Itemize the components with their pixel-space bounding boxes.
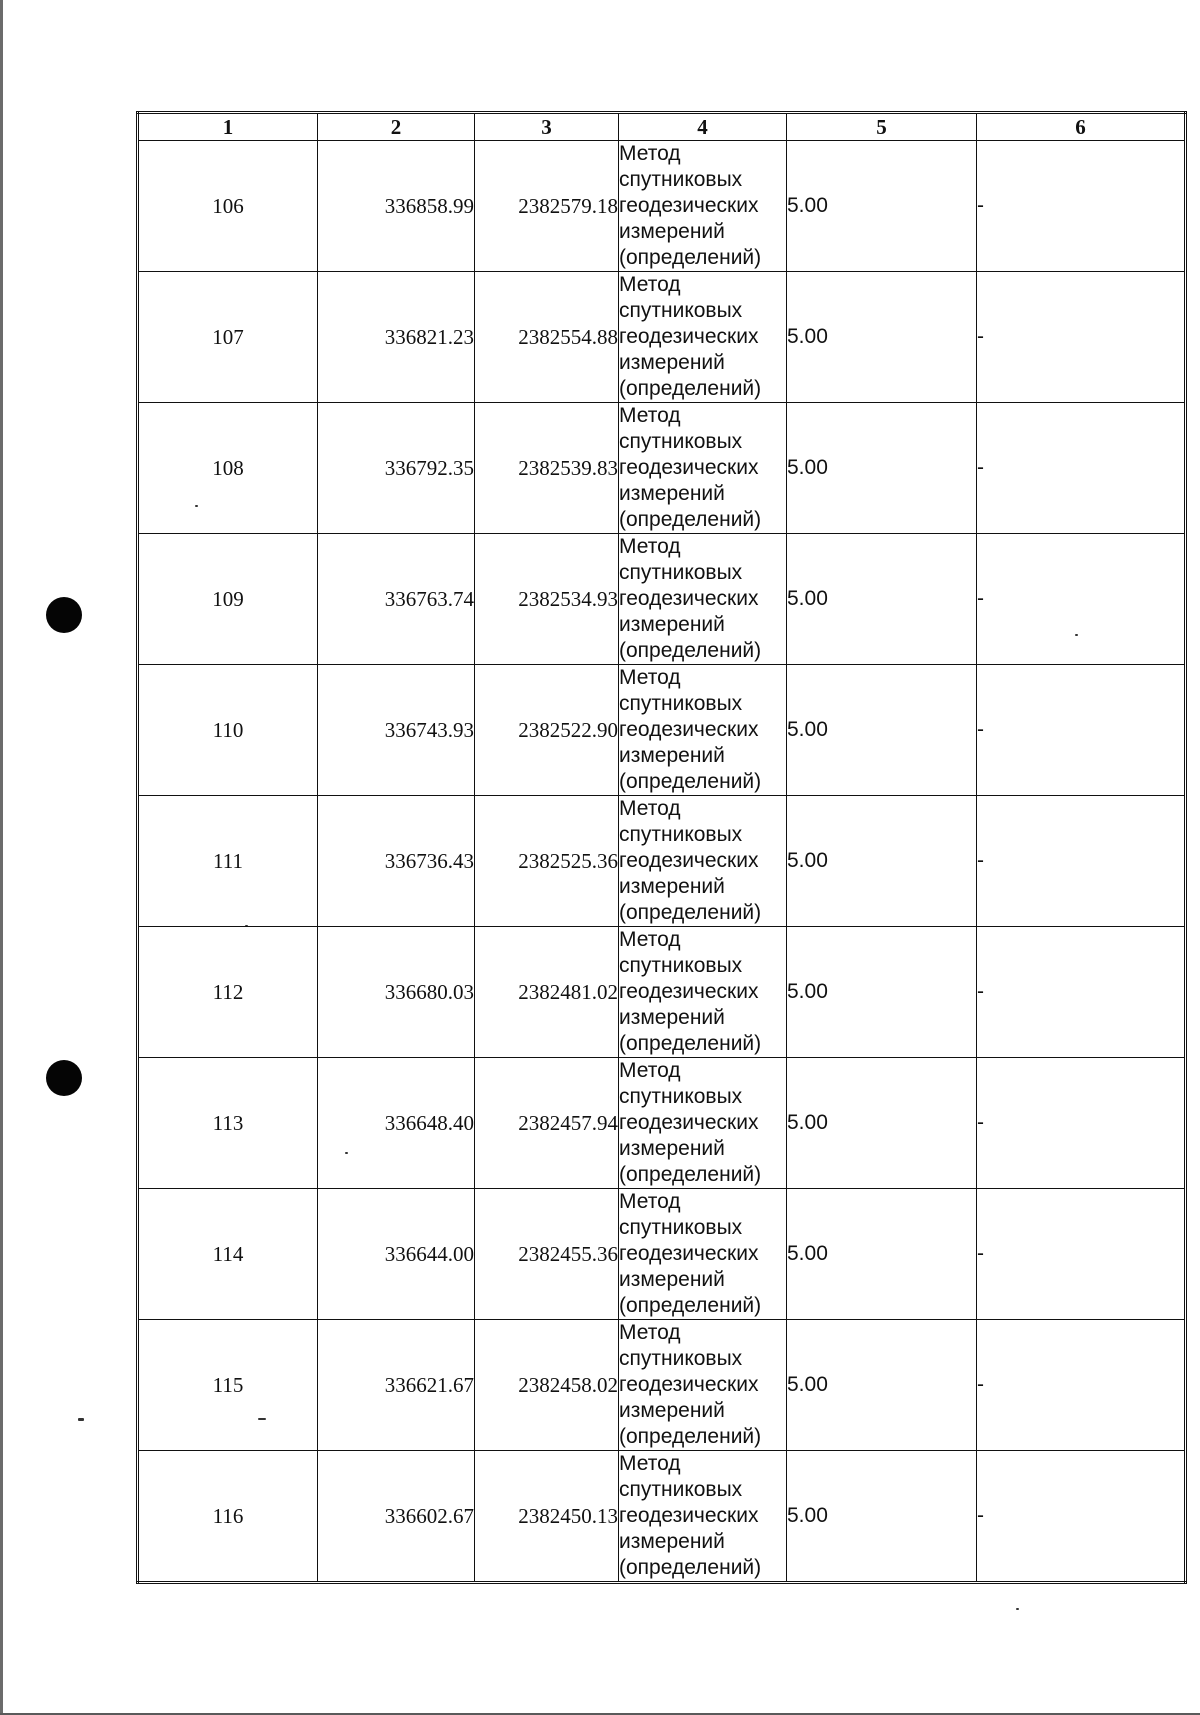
method-text-line: геодезических [619,194,759,217]
accuracy-cell: 5.00 [787,1058,977,1189]
x-coordinate-cell: 336821.23 [318,272,475,403]
punch-hole-lower [46,1060,82,1096]
method-cell [619,403,787,534]
method-cell [619,665,787,796]
method-text-line: измерений [619,1399,725,1422]
x-coordinate-cell: 336621.67 [318,1320,475,1451]
method-text-line: геодезических [619,1242,759,1265]
method-text-line: геодезических [619,1373,759,1396]
column-header-4: 4 [619,113,787,141]
table-row [138,141,1186,272]
method-text-line: Метод [619,1059,681,1082]
method-text-line: измерений [619,1006,725,1029]
method-text-line: спутниковых [619,1085,743,1108]
method-text-line: измерений [619,613,725,636]
column-header-2: 2 [318,113,475,141]
method-text-line: геодезических [619,456,759,479]
method-cell [619,1189,787,1320]
method-text-line: (определений) [619,1032,762,1055]
point-number-cell: 108 [138,403,318,534]
y-coordinate-cell: 2382525.36 [475,796,619,927]
method-text-line: (определений) [619,508,762,531]
point-number-cell: 110 [138,665,318,796]
table-row [138,403,1186,534]
method-text-line: измерений [619,1137,725,1160]
method-text-line: измерений [619,875,725,898]
note-cell: - [977,927,1186,1058]
method-text-line: спутниковых [619,692,743,715]
method-text-line: (определений) [619,1163,762,1186]
y-coordinate-cell: 2382534.93 [475,534,619,665]
note-cell: - [977,534,1186,665]
method-cell [619,796,787,927]
method-text-line: (определений) [619,246,762,269]
method-text-line: Метод [619,142,681,165]
x-coordinate-cell: 336743.93 [318,665,475,796]
method-text-line: Метод [619,1190,681,1213]
point-number-cell: 115 [138,1320,318,1451]
method-text-line: измерений [619,351,725,374]
table-row [138,796,1186,927]
method-text-line: Метод [619,1321,681,1344]
accuracy-cell: 5.00 [787,796,977,927]
y-coordinate-cell: 2382458.02 [475,1320,619,1451]
method-text-line: спутниковых [619,1478,743,1501]
method-text-line: измерений [619,482,725,505]
table-body [138,141,1186,1583]
note-cell: - [977,141,1186,272]
point-number-cell: 109 [138,534,318,665]
method-text-line: спутниковых [619,954,743,977]
x-coordinate-cell: 336763.74 [318,534,475,665]
scan-speck [1016,1608,1019,1610]
column-header-1: 1 [138,113,318,141]
accuracy-cell: 5.00 [787,534,977,665]
x-coordinate-cell: 336644.00 [318,1189,475,1320]
accuracy-cell: 5.00 [787,927,977,1058]
column-header-5: 5 [787,113,977,141]
method-text-line: (определений) [619,1556,762,1579]
method-cell [619,1320,787,1451]
method-cell [619,1058,787,1189]
method-text-line: геодезических [619,1504,759,1527]
note-cell: - [977,796,1186,927]
method-text-line: геодезических [619,587,759,610]
method-text-line: (определений) [619,1294,762,1317]
method-text-line: спутниковых [619,561,743,584]
method-text-line: (определений) [619,901,762,924]
punch-hole-upper [46,597,82,633]
method-text-line: геодезических [619,980,759,1003]
method-text-line: спутниковых [619,168,743,191]
method-text-line: измерений [619,1530,725,1553]
method-text-line: геодезических [619,718,759,741]
table-row [138,272,1186,403]
scan-page-edge [0,0,3,1715]
method-text-line: геодезических [619,1111,759,1134]
x-coordinate-cell: 336680.03 [318,927,475,1058]
y-coordinate-cell: 2382455.36 [475,1189,619,1320]
point-number-cell: 111 [138,796,318,927]
table-row [138,1189,1186,1320]
note-cell: - [977,665,1186,796]
method-text-line: спутниковых [619,1347,743,1370]
table-row [138,1451,1186,1583]
method-cell [619,141,787,272]
method-text-line: спутниковых [619,430,743,453]
header-row [138,113,1186,141]
table-row [138,665,1186,796]
note-cell: - [977,1451,1186,1583]
accuracy-cell: 5.00 [787,403,977,534]
method-text-line: Метод [619,535,681,558]
table-row [138,927,1186,1058]
table-row [138,534,1186,665]
method-text-line: спутниковых [619,1216,743,1239]
method-text-line: Метод [619,1452,681,1475]
method-text-line: спутниковых [619,823,743,846]
point-number-cell: 113 [138,1058,318,1189]
x-coordinate-cell: 336858.99 [318,141,475,272]
point-number-cell: 112 [138,927,318,1058]
scan-speck [78,1418,84,1421]
point-number-cell: 116 [138,1451,318,1583]
method-text-line: (определений) [619,770,762,793]
note-cell: - [977,403,1186,534]
method-text-line: Метод [619,666,681,689]
method-text-line: Метод [619,797,681,820]
y-coordinate-cell: 2382450.13 [475,1451,619,1583]
point-number-cell: 107 [138,272,318,403]
method-text-line: геодезических [619,849,759,872]
y-coordinate-cell: 2382539.83 [475,403,619,534]
method-text-line: Метод [619,928,681,951]
table-row [138,1320,1186,1451]
y-coordinate-cell: 2382522.90 [475,665,619,796]
column-header-3: 3 [475,113,619,141]
x-coordinate-cell: 336648.40 [318,1058,475,1189]
method-cell [619,272,787,403]
accuracy-cell: 5.00 [787,141,977,272]
y-coordinate-cell: 2382579.18 [475,141,619,272]
note-cell: - [977,1189,1186,1320]
table-row [138,1058,1186,1189]
coordinates-table [136,111,1187,1584]
method-text-line: (определений) [619,377,762,400]
method-cell [619,927,787,1058]
table-header [138,113,1186,141]
note-cell: - [977,1058,1186,1189]
x-coordinate-cell: 336602.67 [318,1451,475,1583]
method-text-line: спутниковых [619,299,743,322]
accuracy-cell: 5.00 [787,1189,977,1320]
note-cell: - [977,272,1186,403]
point-number-cell: 114 [138,1189,318,1320]
method-text-line: (определений) [619,1425,762,1448]
point-number-cell: 106 [138,141,318,272]
x-coordinate-cell: 336792.35 [318,403,475,534]
method-text-line: измерений [619,220,725,243]
y-coordinate-cell: 2382481.02 [475,927,619,1058]
method-text-line: Метод [619,273,681,296]
method-cell [619,534,787,665]
accuracy-cell: 5.00 [787,665,977,796]
note-cell: - [977,1320,1186,1451]
accuracy-cell: 5.00 [787,1320,977,1451]
y-coordinate-cell: 2382554.88 [475,272,619,403]
method-text-line: Метод [619,404,681,427]
column-header-6: 6 [977,113,1186,141]
x-coordinate-cell: 336736.43 [318,796,475,927]
y-coordinate-cell: 2382457.94 [475,1058,619,1189]
method-text-line: измерений [619,744,725,767]
method-cell [619,1451,787,1583]
method-text-line: измерений [619,1268,725,1291]
method-text-line: (определений) [619,639,762,662]
accuracy-cell: 5.00 [787,1451,977,1583]
method-text-line: геодезических [619,325,759,348]
accuracy-cell: 5.00 [787,272,977,403]
